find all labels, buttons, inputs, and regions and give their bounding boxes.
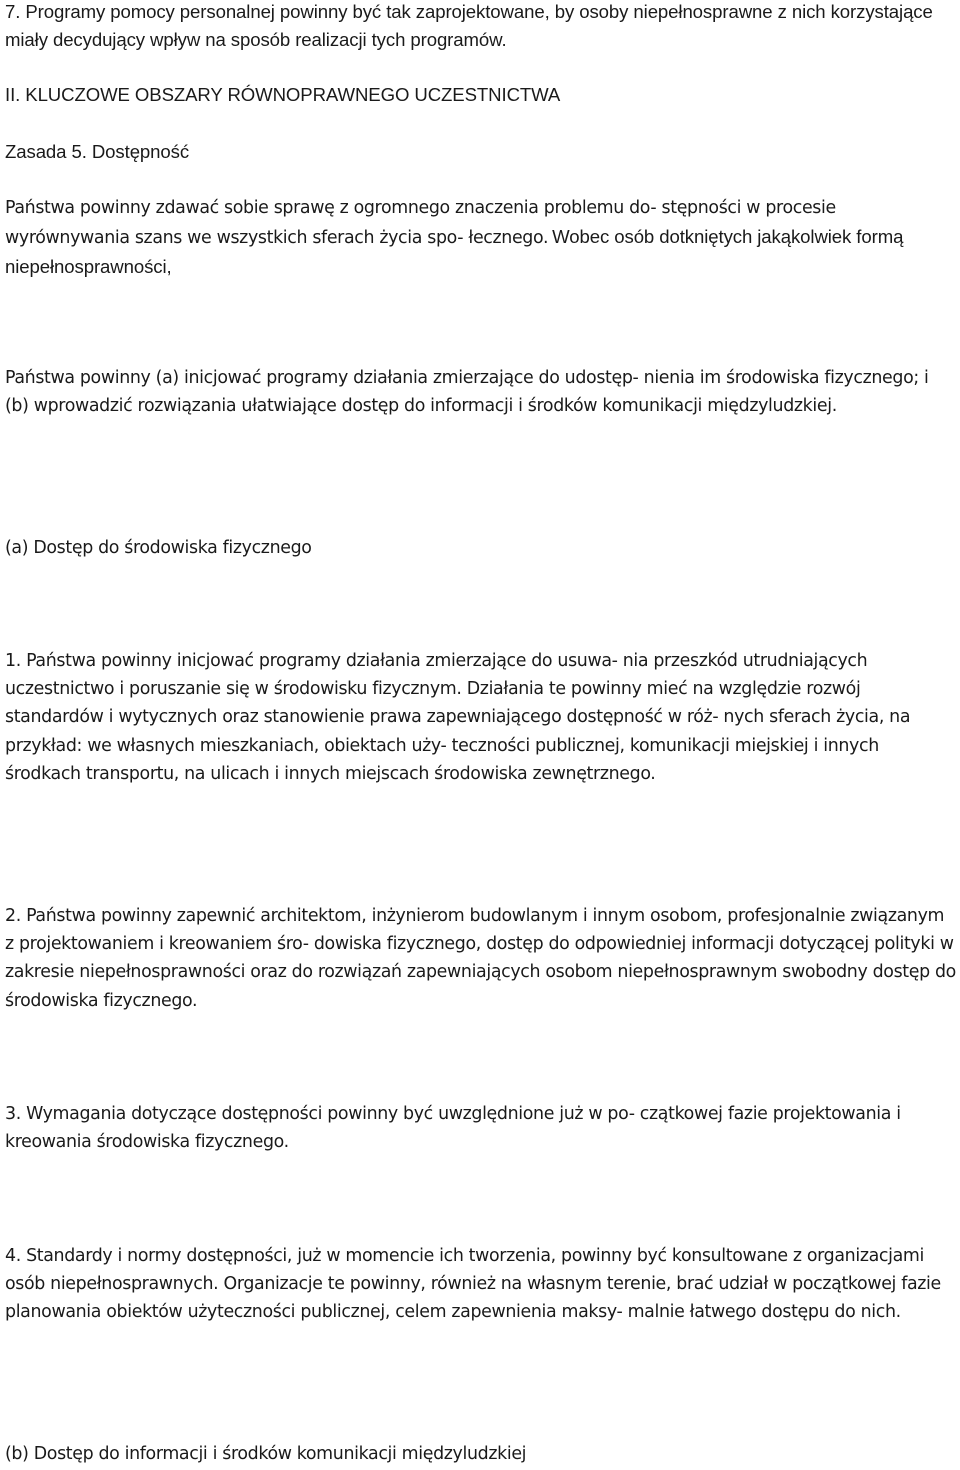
list-item-1: 1. Państwa powinny inicjować programy działania zmierzające do usuwa- nia przeszkód utrudniających uczestnictwo i poruszanie się w środowisku fizycznym. Działania te powinny mieć na względzie rozwój standardów i wytycznych oraz stanowienie prawa zapewniającego dostępność w róż- nych sferach życia, na przykład: we własnych mieszkaniach, obiektach uży- teczności publicznej, komunikacji miejskiej i innych środkach transportu, na ulicach i innych miejscach środowiska zewnętrznego.	[5, 651, 911, 784]
intro-text-part-2: Wobec osób dotkniętych jakąkolwiek formą niepełnosprawności,	[5, 226, 904, 278]
rule-title: Zasada 5. Dostępność	[5, 141, 190, 162]
list-item-3: 3. Wymagania dotyczące dostępności powinny być uwzględnione już w po- czątkowej fazie projektowania i kreowania środowiska fizycznego.	[5, 1104, 901, 1153]
intro-paragraph-2: Państwa powinny (a) inicjować programy działania zmierzające do udostęp- nienia im środowiska fizycznego; i (b) wprowadzić rozwiązania ułatwiające dostęp do informacji i środków komunikacji międzyludzkiej.	[5, 368, 929, 417]
subheading-information-access: (b) Dostęp do informacji i środków komunikacji międzyludzkiej	[5, 1444, 527, 1464]
section-heading: II. KLUCZOWE OBSZARY RÓWNOPRAWNEGO UCZESTNICTWA	[5, 84, 561, 105]
list-item-2: 2. Państwa powinny zapewnić architektom, inżynierom budowlanym i innym osobom, profesjonalnie związanym z projektowaniem i kreowaniem śro- dowiska fizycznego, dostęp do odpowiedniej informacji dotyczącej polityki w zakresie niepełnosprawności oraz do rozwiązań zapewniających osobom niepełnosprawnym swobodny dostęp do środowiska fizycznego.	[5, 906, 956, 1011]
intro-paragraph	[5, 194, 957, 284]
subheading-physical-environment: (a) Dostęp do środowiska fizycznego	[5, 538, 312, 558]
paragraph-item-7: 7. Programy pomocy personalnej powinny być tak zaprojektowane, by osoby niepełnosprawne z nich korzystające miały decydujący wpływ na sposób realizacji tych programów.	[5, 1, 933, 51]
intro-text-part-1: Państwa powinny zdawać sobie sprawę z ogromnego znaczenia problemu do- stępności w procesie wyrównywania szans we wszystkich sferach życia spo- łecznego.	[5, 198, 836, 249]
list-item-4: 4. Standardy i normy dostępności, już w momencie ich tworzenia, powinny być konsultowane z organizacjami osób niepełnosprawnych. Organizacje te powinny, również na własnym terenie, brać udział w początkowej fazie planowania obiektów użyteczności publicznej, celem zapewnienia maksy- malnie łatwego dostępu do nich.	[5, 1246, 941, 1323]
